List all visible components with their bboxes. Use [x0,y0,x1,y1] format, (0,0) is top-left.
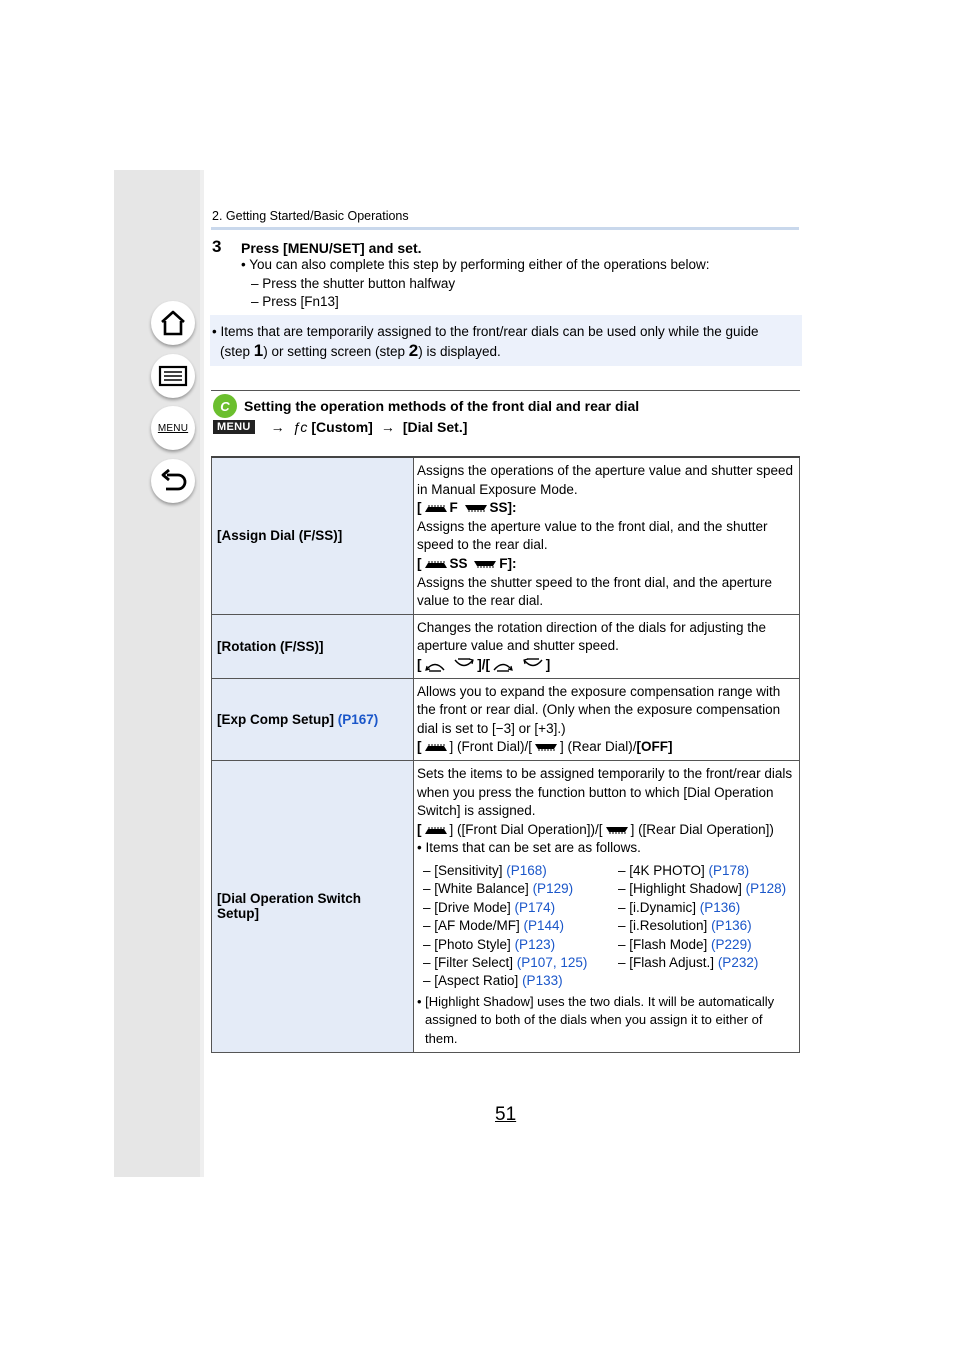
row-label [212,678,414,760]
arrow: → [380,419,395,435]
step-sub-halfway: – Press the shutter button halfway [251,276,456,291]
contents-button[interactable] [151,354,195,398]
menu-label: MENU [157,422,189,434]
desc-line: in Manual Exposure Mode. [417,481,578,497]
desc-line: Changes the rotation direction of the dials for adjusting the [417,619,766,635]
item-text: – [Sensitivity] [423,862,507,878]
row-label-text: [Exp Comp Setup] [217,711,334,727]
item-text: – [Aspect Ratio] [423,973,523,989]
footnote-line: • [Highlight Shadow] uses the two dials. It will be automatically [417,993,775,1009]
option-text: ] ([Front Dial Operation])/[ [449,821,603,837]
step-bullet: • You can also complete this step by performing either of the operations below: [241,257,710,272]
bracket: [ [417,555,422,571]
home-button[interactable] [151,301,195,345]
page-link[interactable]: (P107, 125) [516,954,588,970]
page-link[interactable]: (P136) [699,899,741,915]
option-text: SS [449,555,468,571]
rear-dial-icon [605,826,629,835]
item-text: – [i.Dynamic] [618,899,700,915]
option-line [417,738,796,757]
desc-line: dial is set to [−3] or [+3].) [417,720,566,736]
list-item [618,936,786,954]
option-text: ] (Rear Dial)/ [560,739,637,755]
rear-dial-rotation-icon [453,657,475,673]
option-text: SS]: [489,500,517,516]
step-number: 3 [212,237,222,256]
desc-line: Allows you to expand the exposure compensation range with [417,683,781,699]
desc-line: speed to the rear dial. [417,537,548,553]
list-item [618,899,786,917]
option-off: [OFF] [636,739,673,755]
page-number: 51 [495,1104,517,1125]
list-item [423,899,618,917]
front-dial-icon [424,504,448,513]
option-text: ] (Front Dial)/[ [449,739,533,755]
page-link[interactable]: (P128) [745,881,787,897]
item-column-1 [423,862,618,991]
list-item [423,954,618,972]
row-description [414,760,800,1052]
item-text: – [Filter Select] [423,954,517,970]
desc-line: Assigns the operations of the aperture value and shutter speed [417,463,793,478]
rear-dial-icon [534,743,558,752]
desc-line: Assigns the shutter speed to the front dial, and the aperture [417,574,772,590]
front-dial-rotation-icon [492,657,514,673]
page-link[interactable]: (P232) [717,954,759,970]
note-text: ) or setting screen (step [263,344,409,359]
footnote-line: assigned to both of the dials when you assign it to either of them. [425,1012,763,1046]
sidebar-edge [200,170,204,1177]
bracket: [ [417,821,422,837]
table-row [212,457,800,614]
front-dial-rotation-icon [424,657,446,673]
page-link[interactable]: (P178) [708,862,750,878]
breadcrumb: 2. Getting Started/Basic Operations [212,209,409,223]
menu-badge: MENU [213,420,255,434]
bracket: [ [417,500,422,516]
item-text: – [4K PHOTO] [618,862,709,878]
item-columns [423,862,796,991]
list-item [618,917,786,935]
rear-dial-icon [473,560,497,569]
note-line-1: • Items that are temporarily assigned to the front/rear dials can be used only while the guide [212,324,759,339]
desc-line: Assigns the aperture value to the front dial, and the shutter [417,518,768,534]
note-text: ) is displayed. [418,344,501,359]
desc-line: aperture value and shutter speed. [417,638,619,654]
page-link[interactable]: (P174) [514,899,556,915]
row-label [212,760,414,1052]
row-label-text: [Dial Operation Switch [217,891,362,907]
back-arrow-icon [158,467,188,495]
item-text: – [Photo Style] [423,936,515,952]
bracket: ] [545,656,551,672]
note-text: (step [220,344,254,359]
table-row [212,614,800,678]
option-text: ] ([Rear Dial Operation]) [630,821,774,837]
desc-line: Sets the items to be assigned temporarily to the front/rear dials [417,765,793,781]
dial-set-label: [Dial Set.] [402,419,468,435]
item-column-2 [618,862,786,991]
list-item [423,862,618,880]
front-dial-icon [424,743,448,752]
list-item [423,880,618,898]
page-link[interactable]: (P123) [514,936,556,952]
page-link[interactable]: (P167) [337,711,379,727]
list-item [618,862,786,880]
row-label-text: Setup] [217,906,259,922]
page-link[interactable]: (P144) [523,918,565,934]
row-description [414,678,800,760]
step-title: Press [MENU/SET] and set. [241,240,422,256]
item-text: – [Flash Mode] [618,936,712,952]
desc-line: the front or rear dial. (Only when the exposure compensation [417,702,781,718]
page-link[interactable]: (P168) [506,862,547,878]
header-rule [211,227,799,230]
list-item [423,917,618,935]
table-row [212,678,800,760]
list-item [618,954,786,972]
bracket: [ [417,739,422,755]
step-ref-2: 2 [408,341,419,360]
back-button[interactable] [151,459,195,503]
custom-label: [Custom] [311,419,373,435]
option-text: F [449,500,458,516]
option-text: F]: [499,555,517,571]
page-link[interactable]: (P133) [522,973,563,989]
desc-line: when you press the function button to which [Dial Operation [417,784,774,800]
custom-menu-icon [213,394,237,418]
page-link[interactable]: (P129) [532,881,574,897]
list-item [618,880,786,898]
desc-line: Switch] is assigned. [417,803,536,819]
item-text: – [i.Resolution] [618,918,712,934]
step-sub-fn13: – Press [Fn13] [251,294,339,309]
option-line [417,656,796,675]
custom-icon-glyph: C [220,398,230,414]
list-icon [158,364,188,388]
custom-small-icon: ƒc [292,419,308,435]
option-line [417,555,796,574]
list-item [423,936,618,954]
section-rule [211,390,800,391]
item-text: – [AF Mode/MF] [423,918,524,934]
row-label: [Assign Dial (F/SS)] [212,457,414,614]
home-icon [159,309,187,337]
rear-dial-rotation-icon [522,657,544,673]
table-row [212,760,800,1052]
item-text: – [Flash Adjust.] [618,954,718,970]
item-text: – [Drive Mode] [423,899,515,915]
option-line [417,821,796,840]
note-line-2 [220,341,501,361]
dial-settings-table [211,456,800,1053]
option-line [417,499,796,518]
page-link[interactable]: (P229) [711,936,752,952]
menu-path [213,419,467,435]
section-title: Setting the operation methods of the front dial and rear dial [244,398,640,414]
rear-dial-icon [464,504,488,513]
row-label: [Rotation (F/SS)] [212,614,414,678]
arrow: → [270,419,285,435]
step-ref-1: 1 [253,341,264,360]
page-link[interactable]: (P136) [711,918,752,934]
row-description [414,457,800,614]
desc-line: • Items that can be set are as follows. [417,840,641,856]
item-text: – [Highlight Shadow] [618,881,746,897]
bracket: [ [417,656,422,672]
menu-button[interactable] [151,406,195,450]
front-dial-icon [424,826,448,835]
list-item [423,972,618,990]
front-dial-icon [424,560,448,569]
item-text: – [White Balance] [423,881,533,897]
row-description [414,614,800,678]
separator: ]/[ [477,656,491,672]
desc-line: value to the rear dial. [417,593,544,609]
